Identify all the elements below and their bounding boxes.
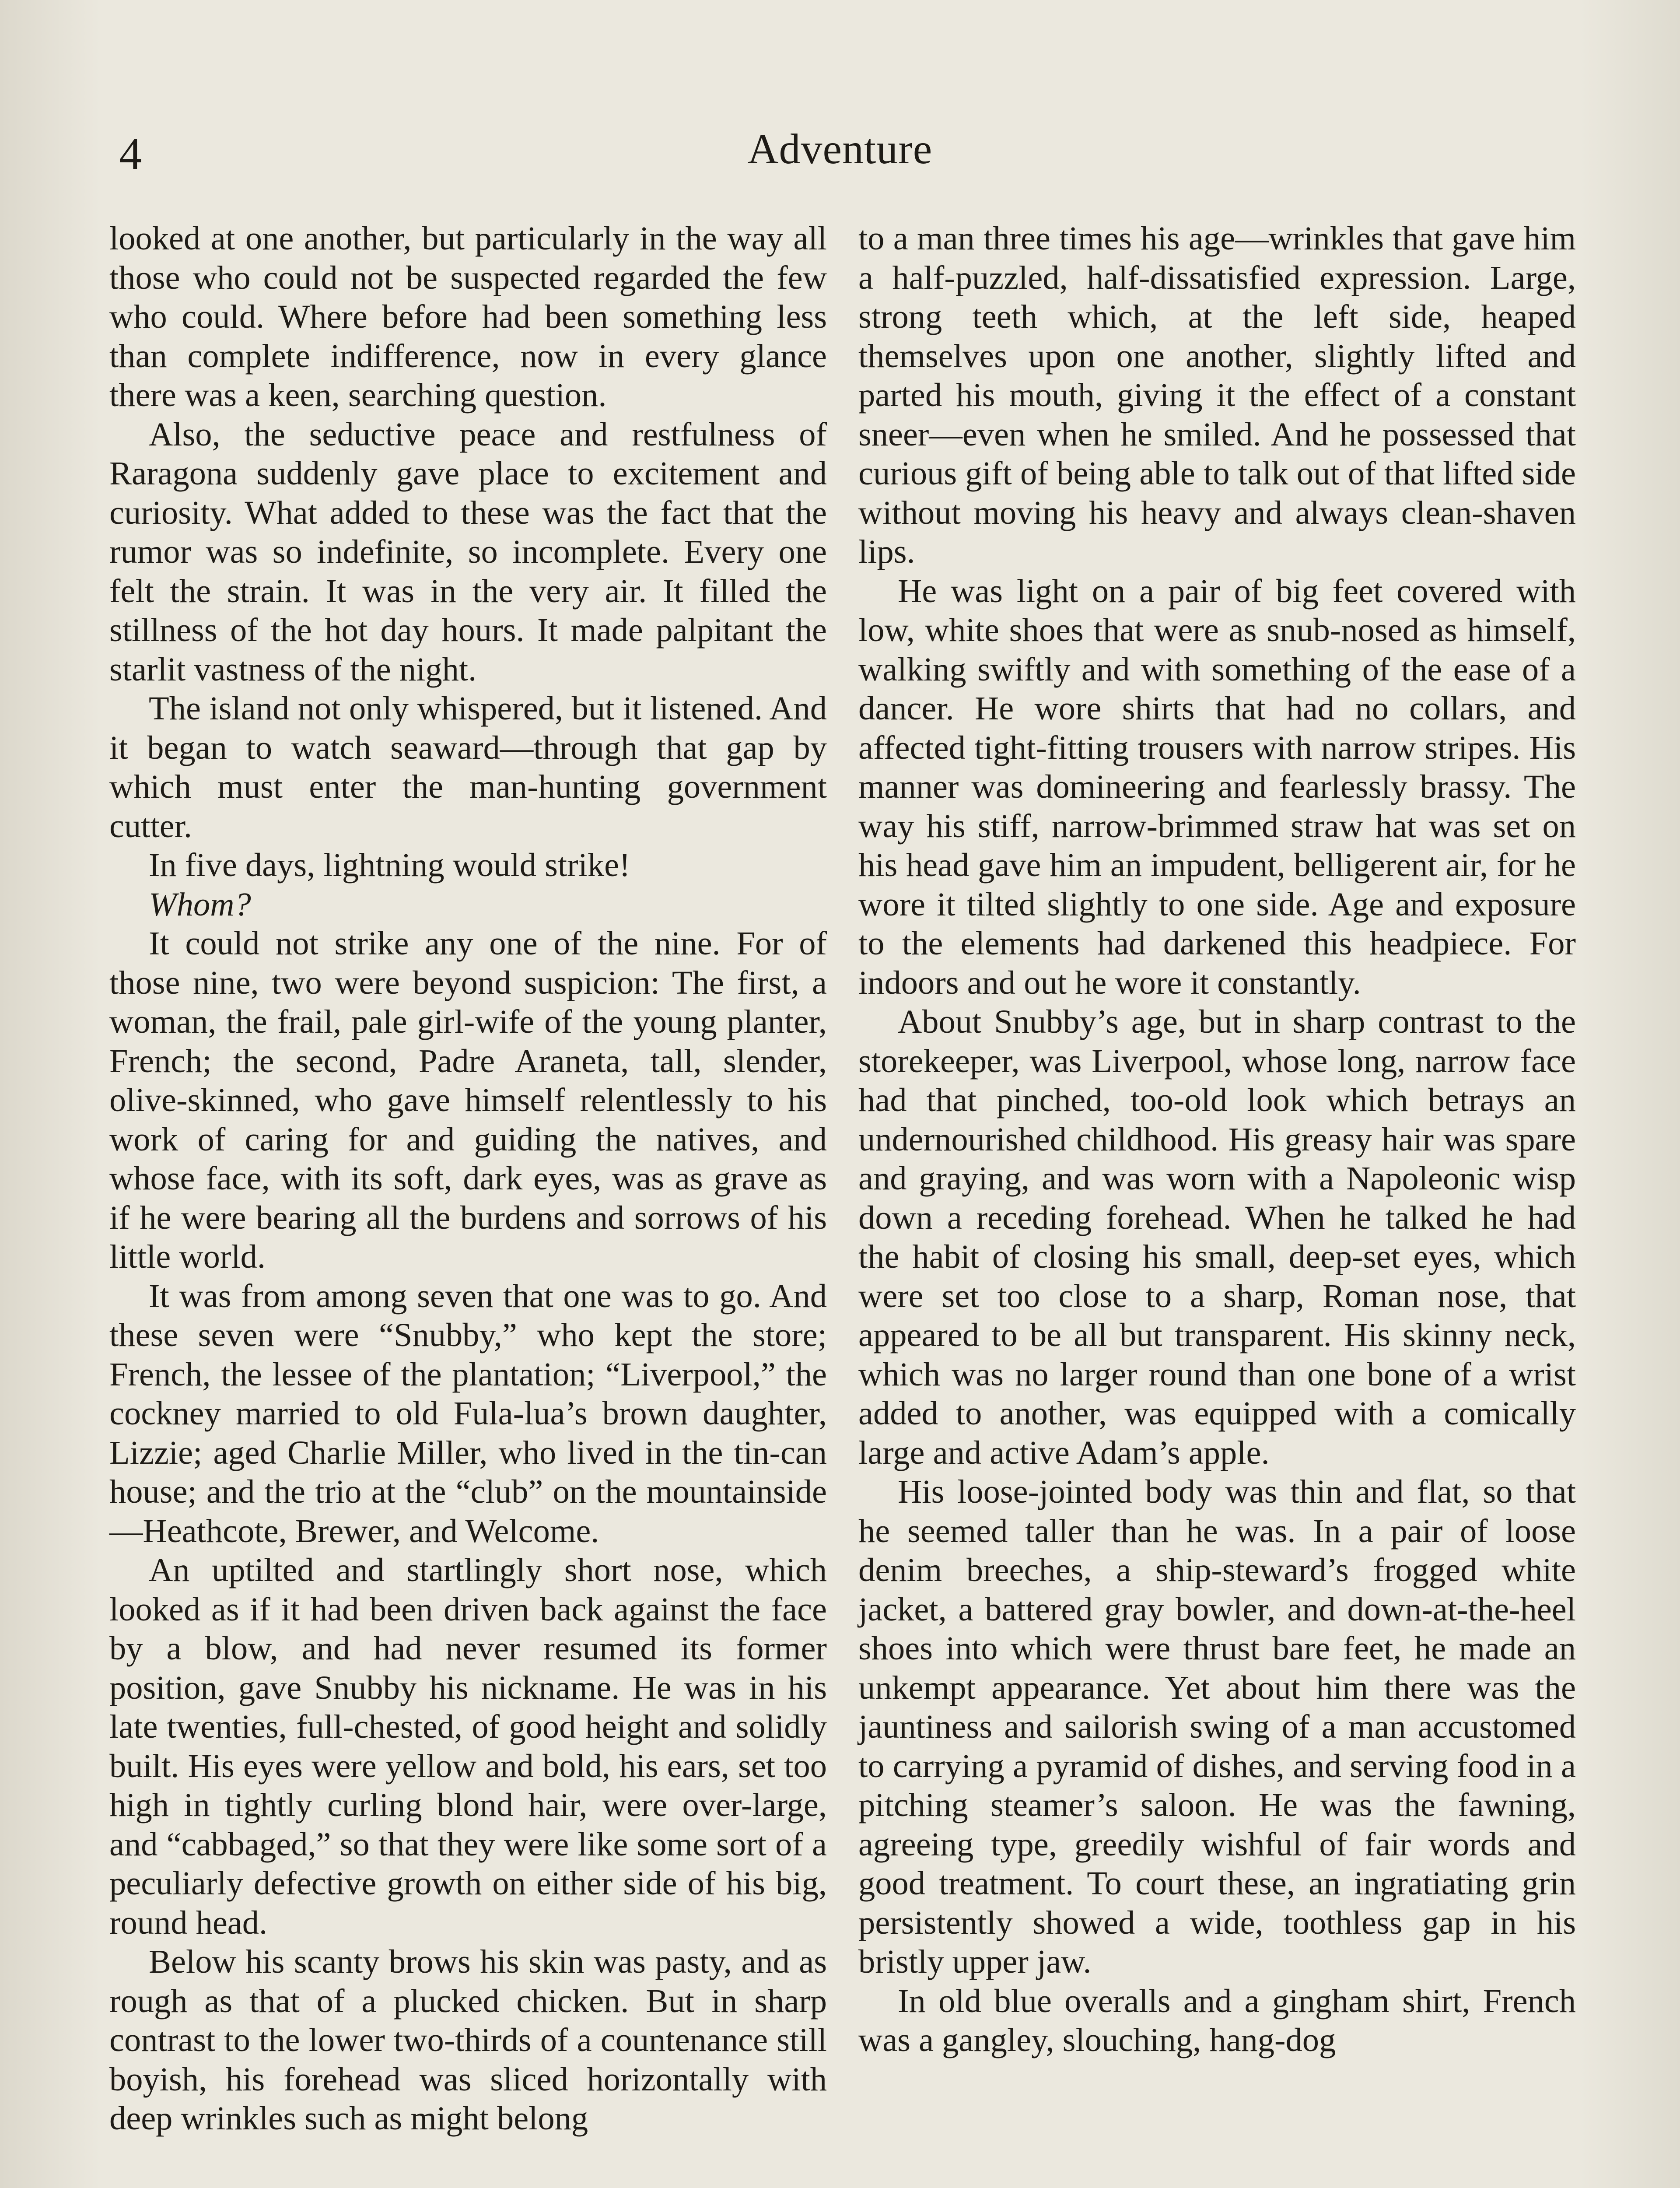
running-head: Adventure xyxy=(747,126,933,173)
page-header xyxy=(0,123,1680,188)
paragraph: He was light on a pair of big feet covered with low, white shoes that were as snub-nosed as himself, walking swiftly and with something of the ease of a dancer. He wore shirts that had no collars, and affected tight-fitting trousers with narrow stripes. His manner was domineering and fearlessly brassy. The way his stiff, narrow-brimmed straw hat was set on his head gave him an impudent, belligerent air, for he wore it tilted slightly to one side. Age and exposure to the elements had darkened this headpiece. For indoors and out he wore it constantly. xyxy=(858,572,1576,1001)
paragraph: His loose-jointed body was thin and flat, so that he seemed taller than he was. In a pair of loose denim breeches, a ship-steward’s frogged white jacket, a battered gray bowler, and down-at-the-heel shoes into which were thrust bare feet, he made an unkempt appearance. Yet about him there was the jauntiness and sailorish swing of a man accustomed to carrying a pyramid of dishes, and serving food in a pitching steamer’s saloon. He was the fawning, agreeing type, greedily wishful of fair words and good treatment. To court these, an ingratiating grin persistently showed a wide, toothless gap in his bristly upper jaw. xyxy=(858,1473,1576,1980)
paragraph: It was from among seven that one was to go. And these seven were “Snubby,” who kept the store; French, the lessee of the plantation; “Liverpool,” the cockney married to old Fula-lua’s brown daughter, Lizzie; aged Charlie Miller, who lived in the tin-can house; and the trio at the “club” on the mountainside—Heathcote, Brewer, and Welcome. xyxy=(109,1277,827,1550)
paragraph: Also, the seductive peace and restfulness of Raragona suddenly gave place to excitement and curiosity. What added to these was the fact that the rumor was so indefinite, so incomplete. Every one felt the strain. It was in the very air. It filled the stillness of the hot day hours. It made palpitant the starlit vastness of the night. xyxy=(109,415,827,688)
page-number: 4 xyxy=(119,129,142,179)
paragraph: Below his scanty brows his skin was pasty, and as rough as that of a plucked chicken. But in sharp contrast to the lower two-thirds of a countenance still boyish, his forehead was sliced horizontally with deep wrinkles such as might belong xyxy=(109,1943,827,2137)
paragraph: In five days, lightning would strike! xyxy=(149,846,630,884)
paragraph: to a man three times his age—wrinkles that gave him a half-puzzled, half-dissatisfied expression. Large, strong teeth which, at the left side, heaped themselves upon one another, slightly lifted and parted his mouth, giving it the effect of a constant sneer—even when he smiled. And he possessed that curious gift of being able to talk out of that lifted side without moving his heavy and always clean-shaven lips. xyxy=(858,220,1576,570)
paragraph: looked at one another, but particularly in the way all those who could not be suspected regarded the few who could. Where before had been something less than complete indifference, now in every glance there was a keen, searching question. xyxy=(109,220,827,414)
paragraph: Whom? xyxy=(149,885,251,923)
paragraph: In old blue overalls and a gingham shirt, French was a gangley, slouching, hang-dog xyxy=(858,1982,1576,2058)
paragraph: The island not only whispered, but it listened. And it began to watch seaward—through that gap by which must enter the man-hunting government cutter. xyxy=(109,690,827,845)
paragraph: It could not strike any one of the nine. For of those nine, two were beyond suspicion: The first, a woman, the frail, pale girl-wife of the young planter, French; the second, Padre Araneta, tall, slender, olive-skinned, who gave himself relentlessly to his work of caring for and guiding the natives, and whose face, with its soft, dark eyes, was as grave as if he were bearing all the burdens and sorrows of his little world. xyxy=(109,925,827,1275)
paragraph: An uptilted and startlingly short nose, which looked as if it had been driven back against the face by a blow, and had never resumed its former position, gave Snubby his nickname. He was in his late twenties, full-chested, of good height and solidly built. His eyes were yellow and bold, his ears, set too high in tightly curling blond hair, were over-large, and “cabbaged,” so that they were like some sort of a peculiarly defective growth on either side of his big, round head. xyxy=(109,1551,827,1941)
left-text-column xyxy=(109,219,827,2138)
right-text-column xyxy=(858,219,1576,2060)
paragraph: About Snubby’s age, but in sharp contrast to the storekeeper, was Liverpool, whose long, narrow face had that pinched, too-old look which betrays an undernourished childhood. His greasy hair was spare and graying, and was worn with a Napoleonic wisp down a receding forehead. When he talked he had the habit of closing his small, deep-set eyes, which were set too close to a sharp, Roman nose, that appeared to be all but transparent. His skinny neck, which was no larger round than one bone of a wrist added to another, was equipped with a comically large and active Adam’s apple. xyxy=(858,1003,1576,1471)
